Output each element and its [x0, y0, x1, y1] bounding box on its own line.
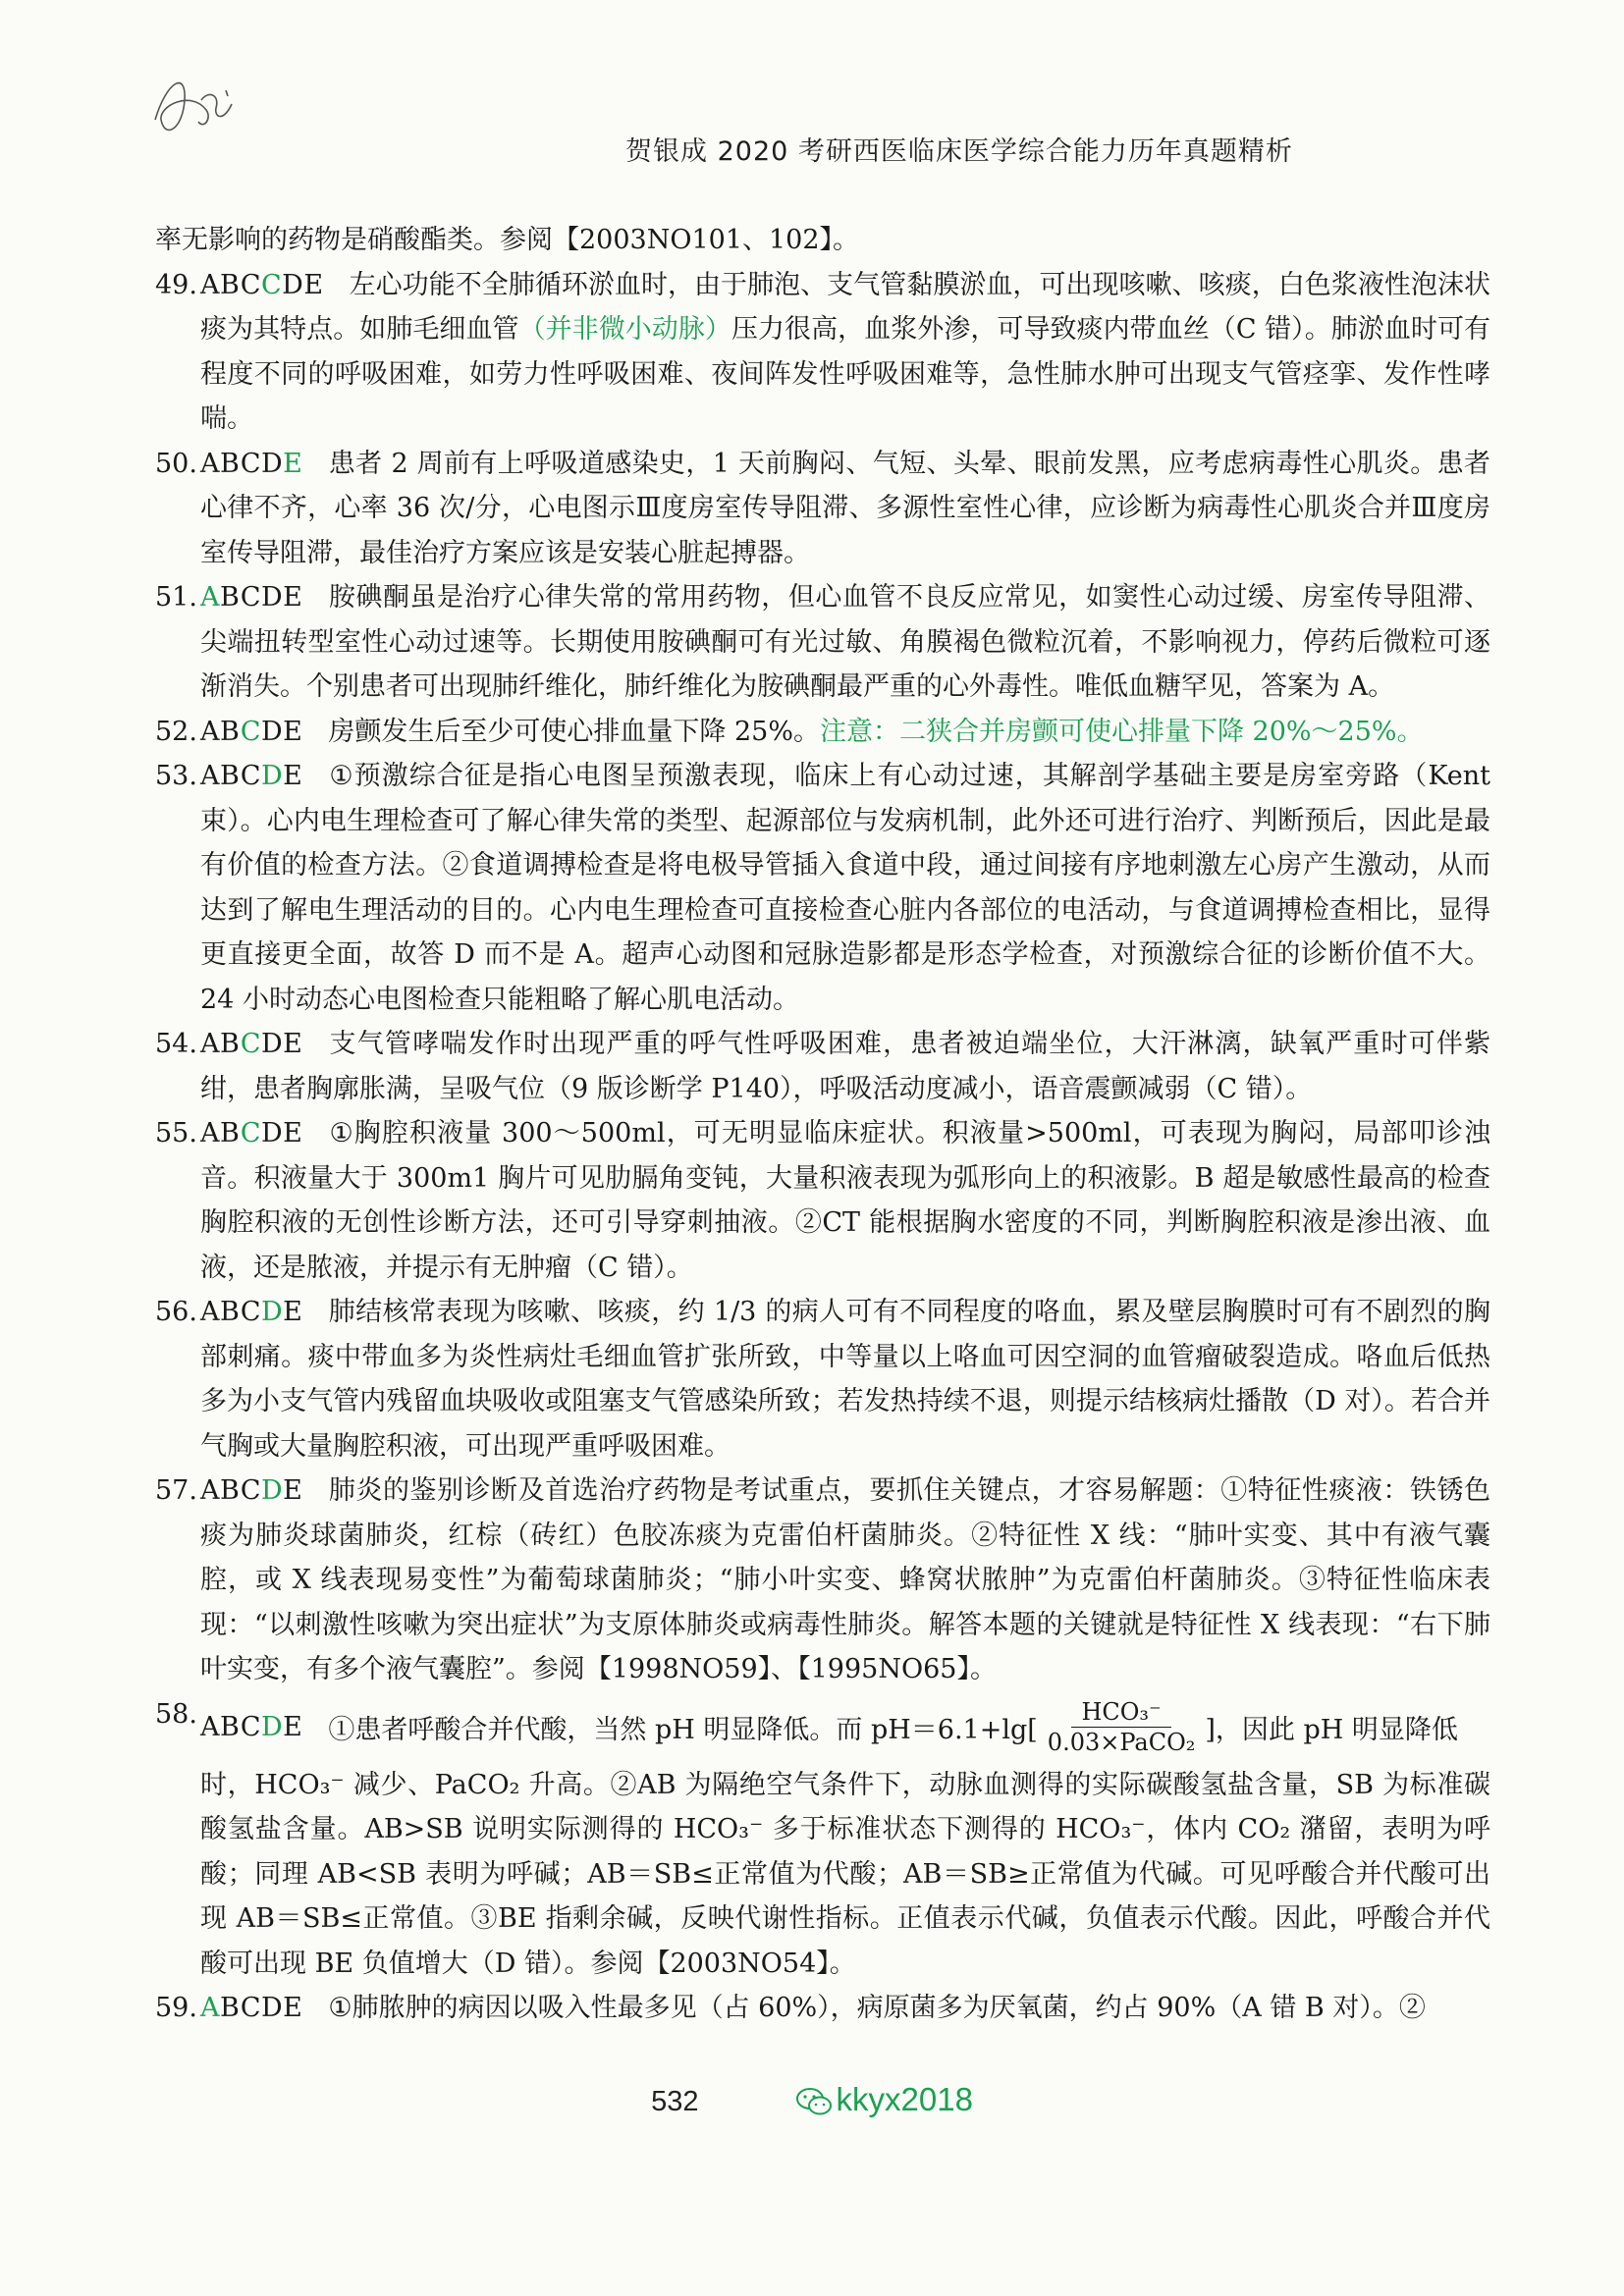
question-number: 50. — [155, 448, 197, 479]
question-number: 52. — [155, 716, 197, 747]
answer-item — [155, 710, 1490, 755]
formula-line — [200, 1692, 1490, 1763]
correct-option: C — [240, 716, 262, 747]
page-content — [155, 218, 1490, 2031]
question-number: 57. — [155, 1475, 197, 1506]
question-number: 53. — [155, 761, 197, 791]
answer-explanation: ABCDE ①预激综合征是指心电图呈预激表现，临床上有心动过速，其解剖学基础主要是房室旁路（Kent 束）。心内电生理检查可了解心律失常的类型、起源部位与发病机制，此外还可进行治疗、判断预后，因此是最有价值的检查方法。②食道调搏检查是将电极导管插入食道中段，通过间接有序地刺激左心房产生激动，从而达到了解电生理活动的目的。心内电生理检查可直接检查心脏内各部位的电活动，与食道调搏检查相比，显得更直接更全面，故答 D 而不是 A。超声心动图和冠脉造影都是形态学检查，对预激综合征的诊断价值不大。24 小时动态心电图检查只能粗略了解心肌电活动。 — [200, 761, 1490, 1015]
question-number: 56. — [155, 1297, 197, 1327]
answer-item-59 — [155, 1986, 1490, 2031]
page-number: 532 — [651, 2086, 699, 2117]
answer-options: ABCDE — [200, 1475, 303, 1506]
correct-option: C — [261, 269, 283, 300]
answer-explanation: ABCDE 患者 2 周前有上呼吸道感染史，1 天前胸闷、气短、头晕、眼前发黑，应考虑病毒性心肌炎。患者心律不齐，心率 36 次/分，心电图示Ⅲ度房室传导阻滞、多源性室性心律，应诊断为病毒性心肌炎合并Ⅲ度房室传导阻滞，最佳治疗方案应该是安装心脏起搏器。 — [200, 448, 1490, 568]
answer-options: ABCDE — [200, 716, 303, 747]
answer-explanation: ABCCDE 左心功能不全肺循环淤血时，由于肺泡、支气管黏膜淤血，可出现咳嗽、咳痰，白色浆液性泡沫状痰为其特点。如肺毛细血管（并非微小动脉）压力很高，血浆外渗，可导致痰内带血丝（C 错）。肺淤血时可有程度不同的呼吸困难，如劳力性呼吸困难、夜间阵发性呼吸困难等，急性肺水肿可出现支气管痉挛、发作性哮喘。 — [200, 269, 1490, 434]
answer-item — [155, 263, 1490, 442]
correct-option: A — [200, 1993, 220, 2023]
annotation-note: 注意：二狭合并房颤可使心排量下降 20%～25%。 — [819, 716, 1424, 747]
page-header: 贺银成 2020 考研西医临床医学综合能力历年真题精析 — [625, 136, 1293, 167]
correct-option: A — [200, 582, 220, 613]
formula-text-pre: ①患者呼酸合并代酸，当然 pH 明显降低。而 pH＝6.1+lg[ — [328, 1715, 1038, 1745]
fraction-numerator: HCO₃⁻ — [1071, 1697, 1170, 1728]
answer-explanation: ABCDE 胺碘酮虽是治疗心律失常的常用药物，但心血管不良反应常见，如窦性心动过缓、房室传导阻滞、尖端扭转型室性心动过速等。长期使用胺碘酮可有光过敏、角膜褐色微粒沉着，不影响视力，停药后微粒可逐渐消失。个别患者可出现肺纤维化，肺纤维化为胺碘酮最严重的心外毒性。唯低血糖罕见，答案为 A。 — [200, 582, 1490, 702]
answer-item — [155, 754, 1490, 1022]
answer-options: ABCDE — [200, 1118, 303, 1148]
answer-item-58 — [155, 1692, 1490, 1987]
answer-explanation: ABCDE ①胸腔积液量 300～500ml，可无明显临床症状。积液量>500ml，可表现为胸闷，局部叩诊浊音。积液量大于 300m1 胸片可见肋膈角变钝，大量积液表现为弧形向上的积液影。B 超是敏感性最高的检查胸腔积液的无创性诊断方法，还可引导穿刺抽液。②CT 能根据胸水密度的不同，判断胸腔积液是渗出液、血液，还是脓液，并提示有无肿瘤（C 错）。 — [200, 1118, 1490, 1283]
correct-option: C — [240, 1029, 262, 1059]
answer-explanation: ABCDE 房颤发生后至少可使心排血量下降 25%。注意：二狭合并房颤可使心排量下降 20%～25%。 — [200, 716, 1424, 747]
answer-options: ABCDE — [200, 761, 303, 791]
answer-explanation: 时，HCO₃⁻ 减少、PaCO₂ 升高。②AB 为隔绝空气条件下，动脉血测得的实际碳酸氢盐含量，SB 为标准碳酸氢盐含量。AB>SB 说明实际测得的 HCO₃⁻ 多于标准状态下测得的 HCO₃⁻，体内 CO₂ 潴留，表明为呼酸；同理 AB<SB 表明为呼碱；AB＝SB≤正常值为代酸；AB＝SB≥正常值为代碱。可见呼酸合并代酸可出现 AB＝SB≤正常值。③BE 指剩余碱，反映代谢性指标。正值表示代碱，负值表示代酸。因此，呼酸合并代酸可出现 BE 负值增大（D 错）。参阅【2003NO54】。 — [200, 1769, 1490, 1979]
answer-item — [155, 1290, 1490, 1468]
watermark: kkyx2018 — [795, 2081, 973, 2117]
question-number: 51. — [155, 582, 197, 613]
question-number: 59. — [155, 1993, 197, 2023]
answer-options: ABCDE — [200, 582, 303, 613]
correct-option: D — [261, 761, 284, 791]
correct-option: C — [240, 1118, 262, 1148]
correct-option: D — [261, 1712, 284, 1742]
question-number: 55. — [155, 1118, 197, 1148]
answer-options: ABCDE — [200, 448, 303, 479]
correct-option: D — [261, 1297, 284, 1327]
answer-explanation: ABCDE 支气管哮喘发作时出现严重的呼气性呼吸困难，患者被迫端坐位，大汗淋漓，缺氧严重时可伴紫绀，患者胸廓胀满，呈吸气位（9 版诊断学 P140），呼吸活动度减小，语音震颤减弱（C 错）。 — [200, 1029, 1490, 1104]
answer-explanation: ABCDE 肺结核常表现为咳嗽、咳痰，约 1/3 的病人可有不同程度的咯血，累及壁层胸膜时可有不剧烈的胸部刺痛。痰中带血多为炎性病灶毛细血管扩张所致，中等量以上咯血可因空洞的血管瘤破裂造成。咯血后低热多为小支气管内残留血块吸收或阻塞支气管感染所致；若发热持续不退，则提示结核病灶播散（D 对）。若合并气胸或大量胸腔积液，可出现严重呼吸困难。 — [200, 1297, 1490, 1462]
answer-explanation: ABCDE ①肺脓肿的病因以吸入性最多见（占 60%），病原菌多为厌氧菌，约占 90%（A 错 B 对）。② — [200, 1993, 1426, 2023]
answer-options: ABCDE — [200, 1712, 303, 1742]
annotation-note: （并非微小动脉） — [518, 314, 731, 345]
formula-text-post: ]，因此 pH 明显降低 — [1205, 1715, 1458, 1745]
correct-option: E — [283, 448, 303, 479]
question-number: 54. — [155, 1029, 197, 1059]
ph-fraction — [1042, 1697, 1202, 1757]
fraction-denominator: 0.03×PaCO₂ — [1047, 1729, 1196, 1756]
answer-item — [155, 1022, 1490, 1111]
answer-item — [155, 575, 1490, 710]
answer-list — [155, 263, 1490, 1692]
answer-item — [155, 1111, 1490, 1290]
answer-options: ABCDE — [200, 1297, 303, 1327]
wechat-icon — [795, 2086, 833, 2117]
page-footer — [0, 2081, 1624, 2118]
answer-item — [155, 1468, 1490, 1692]
answer-options: ABCDE — [200, 1993, 303, 2023]
correct-option: D — [261, 1475, 284, 1506]
answer-explanation: ABCDE 肺炎的鉴别诊断及首选治疗药物是考试重点，要抓住关键点，才容易解题：①特征性痰液：铁锈色痰为肺炎球菌肺炎，红棕（砖红）色胶冻痰为克雷伯杆菌肺炎。②特征性 X 线：“肺叶实变、其中有液气囊腔，或 X 线表现易变性”为葡萄球菌肺炎；“肺小叶实变、蜂窝状脓肿”为克雷伯杆菌肺炎。③特征性临床表现：“以刺激性咳嗽为突出症状”为支原体肺炎或病毒性肺炎。解答本题的关键就是特征性 X 线表现：“右下肺叶实变，有多个液气囊腔”。参阅【1998NO59】、【1995NO65】。 — [200, 1475, 1490, 1684]
answer-item — [155, 442, 1490, 576]
question-number: 49. — [155, 269, 197, 300]
answer-options: ABCDE — [200, 1029, 303, 1059]
intro-paragraph: 率无影响的药物是硝酸酯类。参阅【2003NO101、102】。 — [155, 225, 860, 255]
question-number: 58. — [155, 1698, 197, 1730]
answer-options: ABCCDE — [200, 269, 324, 300]
